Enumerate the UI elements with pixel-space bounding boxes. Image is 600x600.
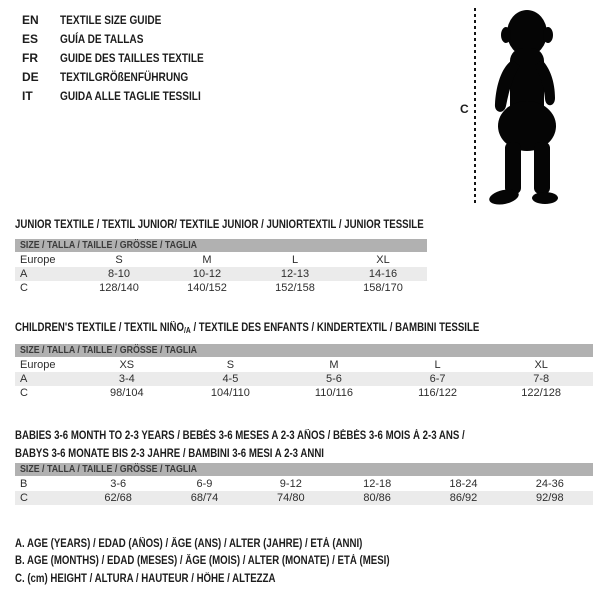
language-code: ES bbox=[22, 32, 39, 46]
language-title: GUIDE DES TAILLES TEXTILE bbox=[60, 51, 204, 65]
table-cell: 12-13 bbox=[280, 268, 310, 280]
table-cell: 158/170 bbox=[363, 282, 403, 294]
table-cell: L bbox=[434, 359, 441, 371]
size-header-label: SIZE / TALLA / TAILLE / GRÖSSE / TAGLIA bbox=[20, 239, 198, 251]
language-row-fr bbox=[22, 49, 231, 68]
size-header-band bbox=[15, 463, 593, 476]
table-cell: 8-10 bbox=[107, 268, 131, 280]
table-cell: 18-24 bbox=[449, 478, 478, 490]
junior-size-table bbox=[15, 239, 427, 295]
size-header-label: SIZE / TALLA / TAILLE / GRÖSSE / TAGLIA bbox=[20, 463, 198, 475]
table-cell: 98/104 bbox=[109, 387, 144, 399]
table-row-age bbox=[15, 372, 593, 386]
table-cell: 110/116 bbox=[314, 387, 354, 399]
language-row-it bbox=[22, 87, 231, 106]
babies-table-title: BABIES 3-6 MONTH TO 2-3 YEARS / BEBÉS 3-6 MESES A 2-3 AÑOS / BÉBÉS 3-6 MOIS À 2-3 ANS / BABYS 3-6 MONATE BIS 2-3 JAHRE / BAMBINI 3-6 MESI A 2-3 ANNI bbox=[15, 430, 465, 460]
table-cell: 4-5 bbox=[222, 373, 239, 385]
language-code: IT bbox=[22, 89, 33, 103]
table-cell: S bbox=[115, 254, 123, 266]
language-title: TEXTILE SIZE GUIDE bbox=[60, 13, 162, 27]
table-cell: 140/152 bbox=[187, 282, 227, 294]
footnote-c: C. (cm) HEIGHT / ALTURA / HAUTEUR / HÖHE / ALTEZZA bbox=[15, 572, 276, 585]
row-label: B bbox=[20, 478, 28, 490]
table-cell: S bbox=[226, 359, 235, 371]
table-cell: 5-6 bbox=[326, 373, 342, 385]
table-cell: XL bbox=[376, 254, 390, 266]
table-cell: M bbox=[202, 254, 212, 266]
table-cell: 92/98 bbox=[536, 492, 564, 504]
language-row-de bbox=[22, 68, 231, 87]
table-cell: 74/80 bbox=[277, 492, 305, 504]
table-cell: 152/158 bbox=[275, 282, 315, 294]
table-cell: 9-12 bbox=[279, 478, 302, 490]
row-label: C bbox=[20, 282, 28, 294]
table-cell: 80/86 bbox=[363, 492, 391, 504]
table-cell: 122/128 bbox=[521, 387, 562, 399]
table-cell: 6-9 bbox=[196, 478, 213, 490]
table-cell: 12-18 bbox=[363, 478, 392, 490]
height-measure-dashed-line bbox=[474, 8, 476, 206]
row-label: Europe bbox=[20, 254, 56, 266]
table-cell: 6-7 bbox=[429, 373, 446, 385]
table-row-europe bbox=[15, 358, 593, 372]
children-table-title: CHILDREN'S TEXTILE / TEXTIL $NIÑO_{/A}$ / TEXTILE DES ENFANTS / KINDERTEXTIL / BAMBINI TESSILE bbox=[15, 322, 480, 335]
size-header-band bbox=[15, 344, 593, 357]
size-header-band bbox=[15, 239, 427, 252]
babies-size-table bbox=[15, 463, 593, 505]
table-cell: M bbox=[329, 359, 339, 371]
row-label: C bbox=[20, 492, 28, 504]
table-cell: XS bbox=[119, 359, 135, 371]
table-cell: 86/92 bbox=[449, 492, 478, 504]
language-title: TEXTILGRÖßENFÜHRUNG bbox=[60, 70, 189, 84]
row-label: A bbox=[20, 373, 28, 385]
table-cell: 14-16 bbox=[368, 268, 398, 280]
language-code: DE bbox=[22, 70, 39, 84]
table-cell: 7-8 bbox=[533, 373, 550, 385]
language-header-list bbox=[22, 11, 231, 106]
table-row-height bbox=[15, 491, 593, 505]
language-code: FR bbox=[22, 51, 38, 65]
table-cell: 24-36 bbox=[535, 478, 564, 490]
row-label: C bbox=[20, 387, 28, 399]
language-code: EN bbox=[22, 13, 39, 27]
height-measure-label: C bbox=[460, 102, 469, 116]
footnote-legend bbox=[15, 536, 461, 588]
table-cell: 3-4 bbox=[118, 373, 135, 385]
language-row-es bbox=[22, 30, 231, 49]
baby-silhouette-image bbox=[484, 8, 574, 206]
table-cell: 128/140 bbox=[99, 282, 139, 294]
table-row-europe bbox=[15, 253, 427, 267]
footnote-b: B. AGE (MONTHS) / EDAD (MESES) / ÂGE (MOIS) / ALTER (MONATE) / ETÀ (MESI) bbox=[15, 555, 390, 568]
language-title: GUÍA DE TALLAS bbox=[60, 32, 144, 46]
table-cell: L bbox=[291, 254, 299, 266]
table-row-months bbox=[15, 477, 593, 491]
table-cell: 3-6 bbox=[110, 478, 127, 490]
footnote-a: A. AGE (YEARS) / EDAD (AÑOS) / ÂGE (ANS) / ALTER (JAHRE) / ETÀ (ANNI) bbox=[15, 538, 363, 550]
title-subscript: /A bbox=[184, 326, 191, 335]
table-cell: 62/68 bbox=[104, 492, 132, 504]
row-label: A bbox=[20, 268, 28, 280]
junior-table-title: JUNIOR TEXTILE / TEXTIL JUNIOR/ TEXTILE JUNIOR / JUNIORTEXTIL / JUNIOR TESSILE bbox=[15, 219, 424, 231]
table-row-height bbox=[15, 386, 593, 400]
table-cell: 104/110 bbox=[210, 387, 250, 399]
language-row-en bbox=[22, 11, 231, 30]
size-header-label: SIZE / TALLA / TAILLE / GRÖSSE / TAGLIA bbox=[20, 344, 198, 356]
table-cell: 68/74 bbox=[190, 492, 219, 504]
table-cell: XL bbox=[534, 359, 548, 371]
children-size-table bbox=[15, 344, 593, 400]
row-label: Europe bbox=[20, 359, 56, 371]
table-row-age bbox=[15, 267, 427, 281]
table-cell: 10-12 bbox=[192, 268, 222, 280]
language-title: GUIDA ALLE TAGLIE TESSILI bbox=[60, 89, 201, 103]
table-cell: 116/122 bbox=[418, 387, 458, 399]
table-row-height bbox=[15, 281, 427, 295]
